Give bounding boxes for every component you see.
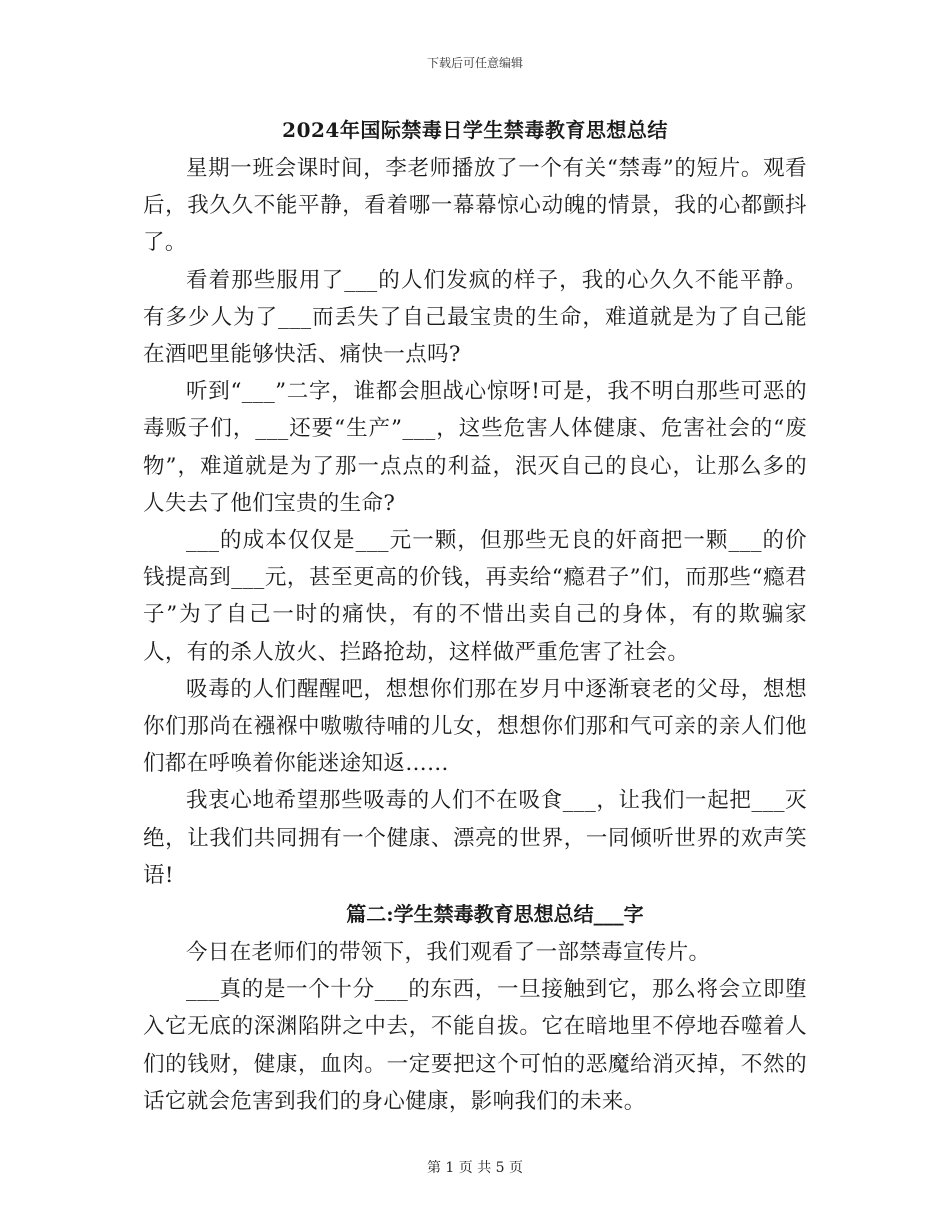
document-body — [143, 110, 807, 1120]
paragraph: ___真的是一个十分___的东西，一旦接触到它，那么将会立即堕入它无底的深渊陷阱之中去，不能自拔。它在暗地里不停地吞噬着人们的钱财，健康，血肉。一定要把这个可怕的恶魔给消灭掉，不然的话它就会危害到我们的身心健康，影响我们的未来。 — [143, 977, 807, 1114]
paragraph: 看着那些服用了___的人们发疯的样子，我的心久久不能平静。有多少人为了___而丢失了自己最宝贵的生命，难道就是为了自己能在酒吧里能够快活、痛快一点吗? — [143, 267, 807, 368]
paragraph: 今日在老师们的带领下，我们观看了一部禁毒宣传片。 — [186, 940, 711, 966]
page-number: 第 1 页 共 5 页 — [426, 1160, 524, 1176]
paragraph: 星期一班会课时间，李老师播放了一个有关“禁毒”的短片。观看后，我久久不能平静，看着哪一幕幕惊心动魄的情景，我的心都颤抖了。 — [143, 156, 807, 256]
document-title: 2024年国际禁毒日学生禁毒教育思想总结 — [282, 118, 668, 142]
page-header-note: 下载后可任意编辑 — [426, 56, 523, 70]
paragraph: 我衷心地希望那些吸毒的人们不在吸食___，让我们一起把___灭绝，让我们共同拥有一个健康、漂亮的世界，一同倾听世界的欢声笑语! — [143, 788, 807, 888]
section-title: 篇二:学生禁毒教育思想总结___字 — [346, 902, 644, 927]
paragraph: 吸毒的人们醒醒吧，想想你们那在岁月中逐渐衰老的父母，想想你们那尚在襁褓中嗷嗷待哺的儿女，想想你们那和气可亲的亲人们他们都在呼唤着你能迷途知返…… — [143, 676, 807, 777]
paragraph: 听到“___”二字，谁都会胆战心惊呀!可是，我不明白那些可恶的毒贩子们，___还要“生产”___，这些危害人体健康、危害社会的“废物”，难道就是为了那一点点的利益，泯灭自己的良心，让那么多的人失去了他们宝贵的生命? — [143, 379, 807, 516]
paragraph: ___的成本仅仅是___元一颗，但那些无良的奸商把一颗___的价钱提高到___元，甚至更高的价钱，再卖给“瘾君子”们，而那些“瘾君子”为了自己一时的痛快，有的不惜出卖自己的身体，有的欺骗家人，有的杀人放火、拦路抢劫，这样做严重危害了社会。 — [143, 528, 807, 665]
